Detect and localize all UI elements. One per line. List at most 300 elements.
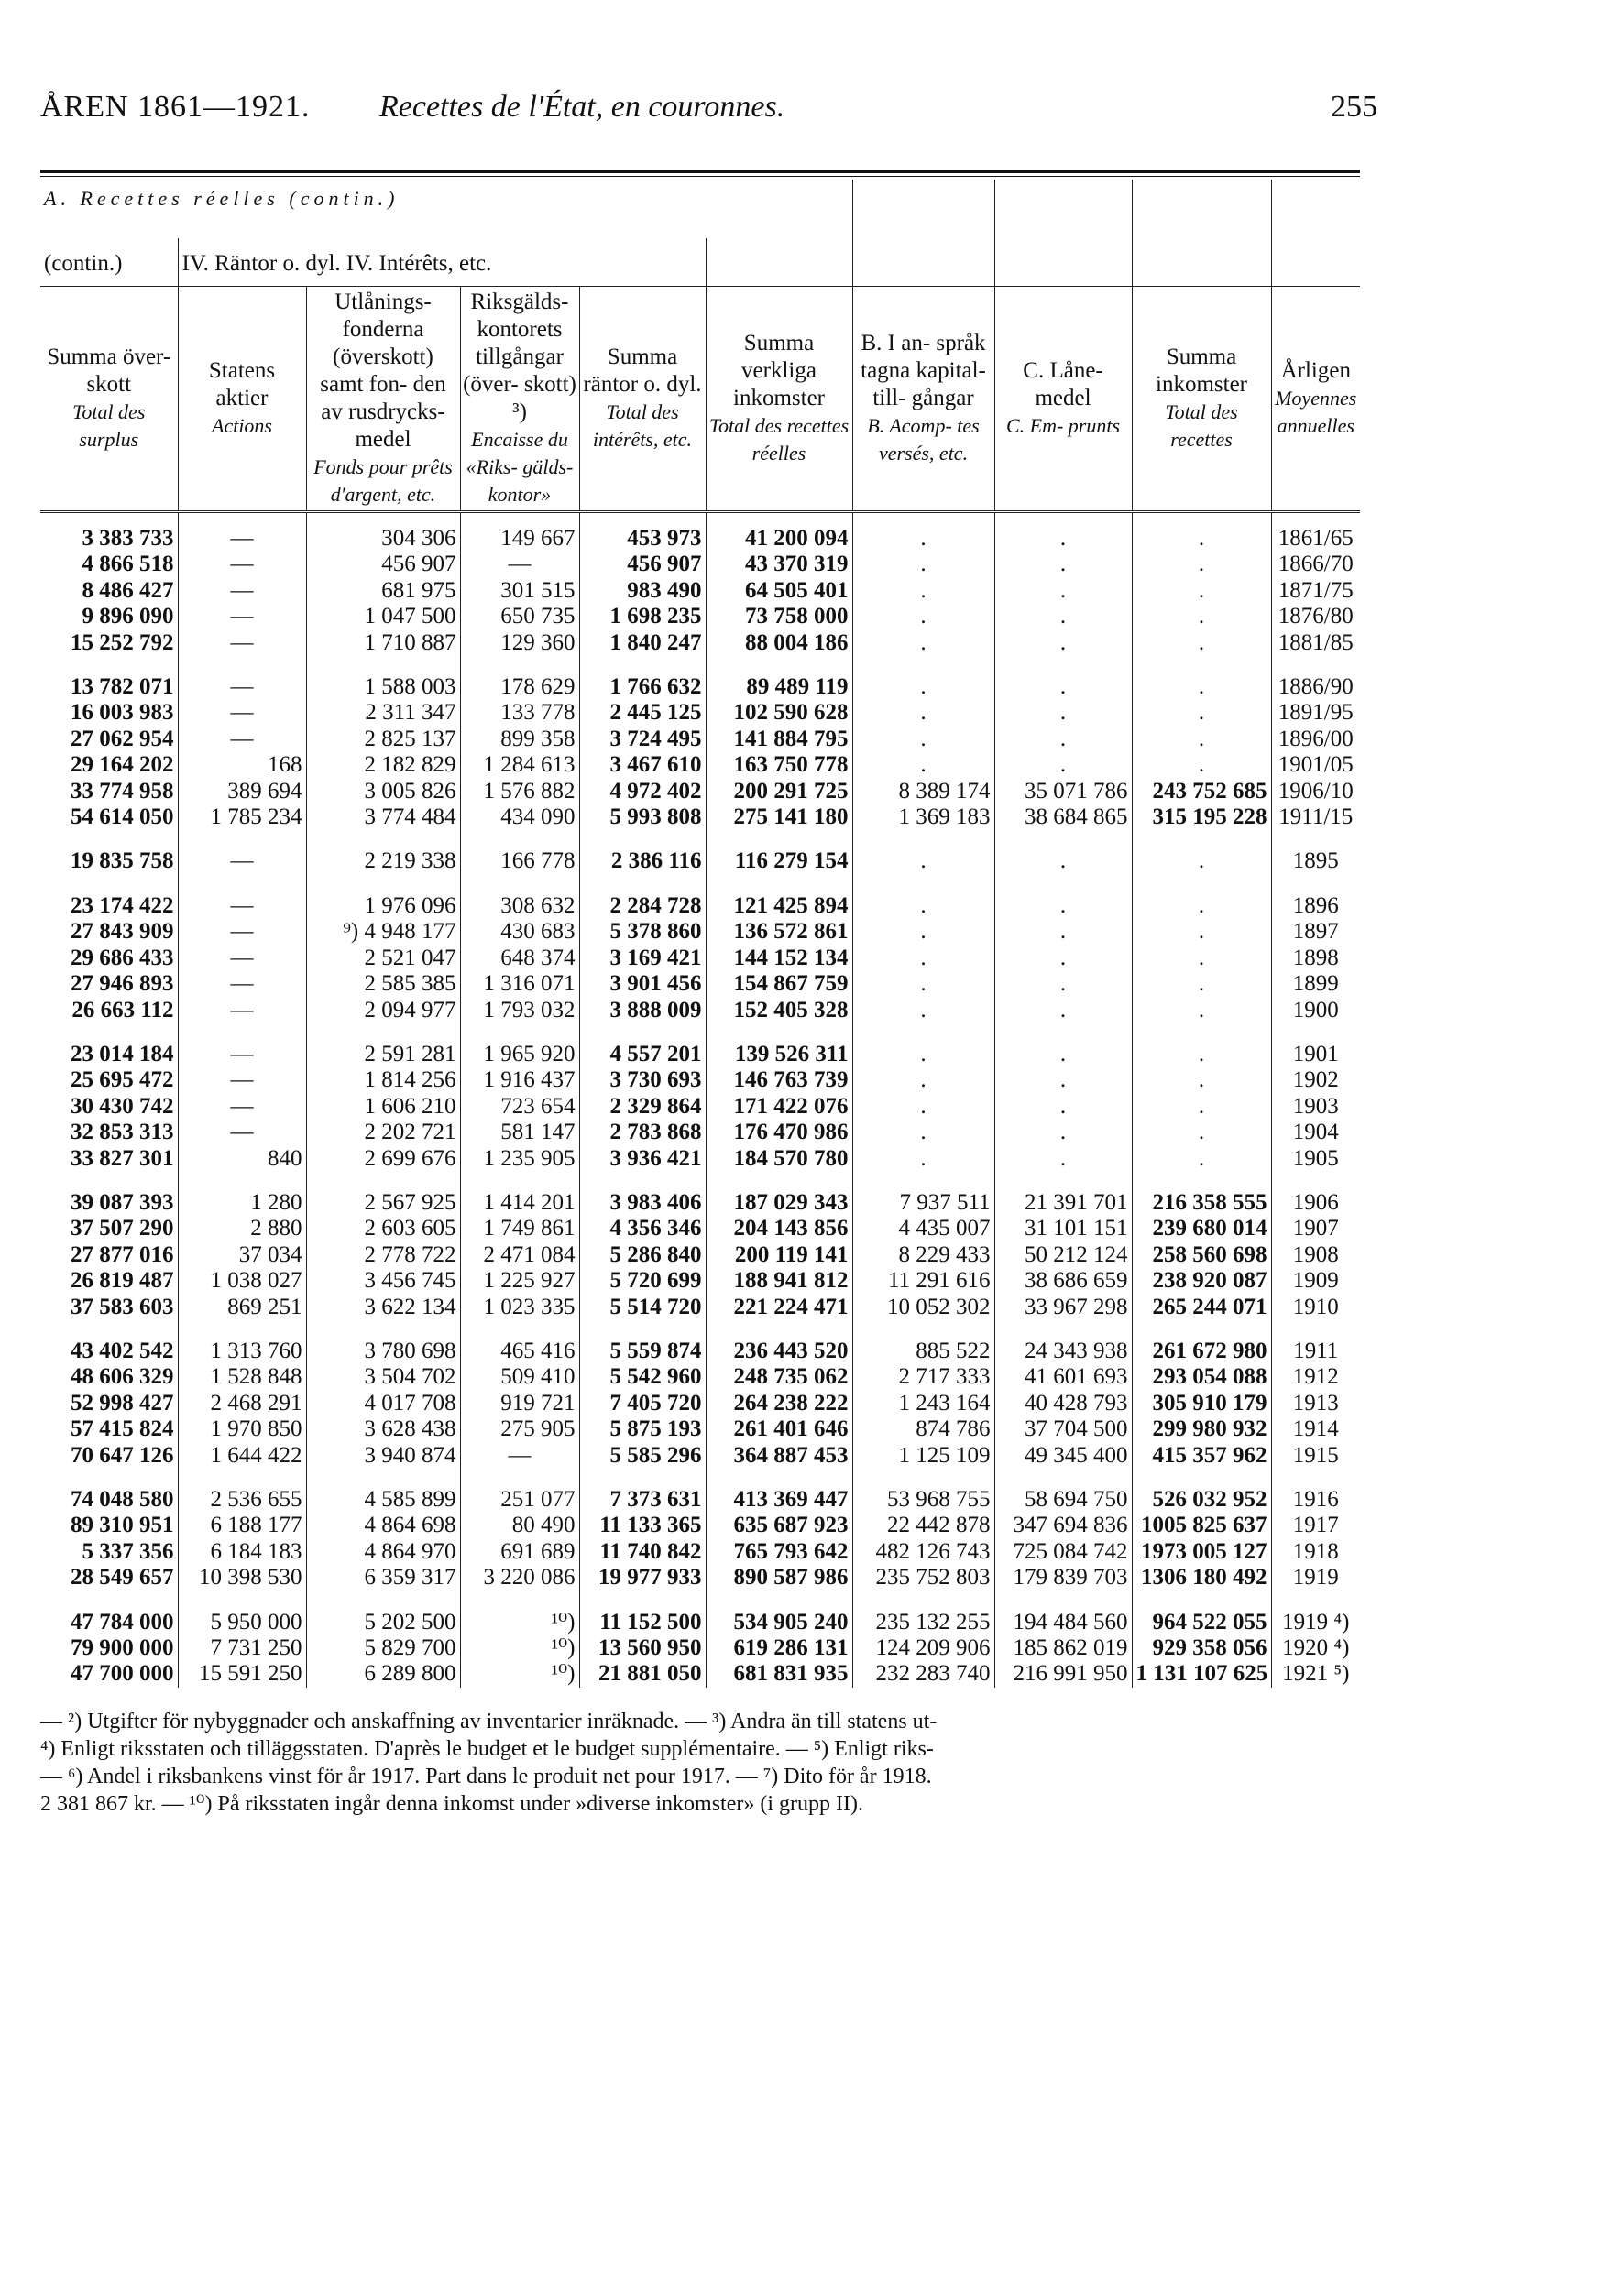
table-cell: — [178,848,306,874]
table-cell: 2 825 137 [306,727,460,752]
table-cell: — [178,700,306,726]
table-cell: 2 468 291 [178,1391,306,1416]
table-cell: 16 003 983 [71,700,174,726]
table-cell: 315 195 228 [1132,804,1271,830]
column-header-fr: Encaisse du «Riks- gälds- kontor» [466,428,574,506]
table-cell: 41 601 693 [994,1364,1132,1390]
table-cell: 840 [178,1146,306,1172]
table-cell: 3 724 495 [579,727,706,752]
column-header [852,287,994,512]
table-cell: 7 373 631 [579,1487,706,1513]
table-cell: . [994,727,1132,752]
table-row [40,1120,1360,1145]
table-cell: 1902 [1271,1067,1360,1093]
table-row [40,998,1360,1023]
table-cell: 1 313 760 [178,1339,306,1364]
table-cell: 347 694 836 [994,1513,1132,1538]
column-header-sv: C. Låne- medel [1023,358,1103,410]
table-cell: — [178,971,306,997]
table-cell: 1896/00 [1271,727,1360,752]
table-cell: — [178,1042,306,1067]
table-cell: 15 252 792 [71,629,174,655]
table-cell: 534 905 240 [706,1610,852,1635]
table-cell: 216 991 950 [994,1661,1132,1687]
table-cell: . [994,1042,1132,1067]
table-cell: 1921 ⁵) [1271,1661,1360,1687]
table-cell: 5 585 296 [579,1443,706,1469]
table-cell: 1896 [1271,893,1360,919]
header-rule-thin [40,176,1360,177]
table-cell: 430 683 [460,919,579,945]
table-cell: 1920 ⁴) [1271,1635,1360,1661]
table-cell: 9 896 090 [82,604,174,629]
table-cell: — [178,727,306,752]
table-cell: 5 337 356 [82,1538,174,1564]
table-cell: 54 614 050 [71,804,174,830]
table-cell: 216 358 555 [1132,1190,1271,1216]
column-header-fr: Moyennes annuelles [1275,387,1357,437]
table-cell: 2 585 385 [306,971,460,997]
table-cell: 2 603 605 [306,1216,460,1241]
table-cell: 121 425 894 [706,893,852,919]
table-cell: 1 606 210 [306,1094,460,1120]
table-cell: 43 370 319 [706,552,852,577]
table-cell: 38 686 659 [994,1268,1132,1294]
table-cell: 1 588 003 [306,674,460,700]
table-cell: — [178,552,306,577]
table-cell: — [178,674,306,700]
column-header-sv: Summa över- skott [47,344,171,397]
table-cell: 1306 180 492 [1132,1565,1271,1591]
table-cell: . [852,971,994,997]
table-cell: . [852,727,994,752]
table-cell: 1 235 905 [460,1146,579,1172]
table-cell: 3 940 874 [306,1443,460,1469]
table-cell: 102 590 628 [706,700,852,726]
table-cell: 1 840 247 [579,630,706,656]
table-cell: . [994,700,1132,726]
table-cell: 6 184 183 [178,1539,306,1565]
table-cell: 188 941 812 [706,1268,852,1294]
table-cell: 3 456 745 [306,1268,460,1294]
column-header-fr: Total des surplus [72,400,146,451]
table-cell: 133 778 [460,700,579,726]
table-cell: 725 084 742 [994,1539,1132,1565]
table-row [40,1295,1360,1320]
table-cell: 5 202 500 [306,1610,460,1635]
table-cell: 1 528 848 [178,1364,306,1390]
table-cell: 308 632 [460,893,579,919]
table-cell: 1876/80 [1271,604,1360,629]
table-cell: 10 398 530 [178,1565,306,1591]
column-header-sv: Summa inkomster [1156,344,1248,397]
table-row [40,1190,1360,1216]
table-cell: 4 864 970 [306,1539,460,1565]
column-header [306,287,460,512]
table-cell: 299 980 932 [1132,1416,1271,1442]
table-cell: 1 785 234 [178,804,306,830]
table-cell: 2 471 084 [460,1242,579,1268]
table-cell: 21 391 701 [994,1190,1132,1216]
table-cell: 57 415 824 [71,1416,174,1442]
table-row [40,1416,1360,1442]
table-cell: 919 721 [460,1391,579,1416]
table-cell: 2 783 868 [579,1120,706,1145]
table-cell: 239 680 014 [1132,1216,1271,1241]
table-cell: 5 993 808 [579,804,706,830]
table-cell: 1 038 027 [178,1268,306,1294]
header-rule [40,170,1360,173]
table-cell: 139 526 311 [706,1042,852,1067]
table-cell: 79 900 000 [71,1635,174,1661]
table-cell: 1900 [1271,998,1360,1023]
table-cell: 3 628 438 [306,1416,460,1442]
table-cell: 2 329 864 [579,1094,706,1120]
table-cell: 3 005 826 [306,779,460,804]
table-cell: 413 369 447 [706,1487,852,1513]
group-label: IV. Räntor o. dyl. IV. Intérêts, etc. [178,238,706,287]
table-cell: . [1132,630,1271,656]
table-cell: 305 910 179 [1132,1391,1271,1416]
table-cell: 364 887 453 [706,1443,852,1469]
table-cell: 2 699 676 [306,1146,460,1172]
group-gap [40,1320,1360,1339]
table-cell: 1 814 256 [306,1067,460,1093]
column-header-fr: C. Em- prunts [1005,414,1121,437]
table-cell: . [1132,998,1271,1023]
column-header-fr: Total des recettes réelles [708,414,850,465]
table-cell: . [852,552,994,577]
table-row [40,1565,1360,1591]
table-cell: 453 973 [579,512,706,552]
table-cell: 1897 [1271,919,1360,945]
table-cell: . [1132,1120,1271,1145]
table-cell: 1907 [1271,1216,1360,1241]
group-gap [40,875,1360,893]
table-cell: 176 470 986 [706,1120,852,1145]
table-row [40,779,1360,804]
table-cell: 6 359 317 [306,1565,460,1591]
table-cell: 4 585 899 [306,1487,460,1513]
table-cell: 2 591 281 [306,1042,460,1067]
table-cell: 70 647 126 [71,1442,174,1468]
table-cell: 258 560 698 [1132,1242,1271,1268]
table-cell: 264 238 222 [706,1391,852,1416]
table-cell: 885 522 [852,1339,994,1364]
table-cell: 1 976 096 [306,893,460,919]
table-cell: — [178,998,306,1023]
table-cell: 33 827 301 [71,1145,174,1171]
table-cell: 23 014 184 [71,1041,174,1066]
column-header-sv: Riksgälds- kontorets tillgångar (över- skott) ³) [463,290,576,424]
table-cell: — [178,630,306,656]
table-cell: 2 311 347 [306,700,460,726]
table-cell: 23 174 422 [71,892,174,918]
table-cell: . [1132,946,1271,971]
table-cell: 465 416 [460,1339,579,1364]
table-cell: 58 694 750 [994,1487,1132,1513]
table-cell: 1 316 071 [460,971,579,997]
table-row [40,674,1360,700]
table-cell: 37 034 [178,1242,306,1268]
table-cell: 43 402 542 [71,1338,174,1363]
table-cell: 88 004 186 [706,630,852,656]
table-cell: . [852,674,994,700]
column-header [1271,287,1360,512]
table-cell: 24 343 938 [994,1339,1132,1364]
table-cell: 1861/65 [1271,512,1360,552]
table-cell: 681 975 [306,578,460,604]
table-cell: 13 782 071 [71,674,174,700]
table-cell: 1911/15 [1271,804,1360,830]
table-cell: 1906 [1271,1190,1360,1216]
table-cell: 8 486 427 [82,577,174,603]
table-cell: 2 717 333 [852,1364,994,1390]
table-cell: 293 054 088 [1132,1364,1271,1390]
table-cell: 25 695 472 [71,1067,174,1093]
table-row [40,1391,1360,1416]
column-header-fr: Total des intérêts, etc. [592,400,693,451]
table-row [40,1067,1360,1093]
table-cell: 5 875 193 [579,1416,706,1442]
table-cell: 1917 [1271,1513,1360,1538]
table-cell: 5 559 874 [579,1339,706,1364]
table-cell: 1909 [1271,1268,1360,1294]
table-cell: . [1132,971,1271,997]
table-cell: 1919 [1271,1565,1360,1591]
table-cell: 1903 [1271,1094,1360,1120]
table-cell: 19 977 933 [579,1565,706,1591]
table-cell: 15 591 250 [178,1661,306,1687]
table-cell: 1 970 850 [178,1416,306,1442]
table-cell: . [994,1094,1132,1120]
table-cell: 50 212 124 [994,1242,1132,1268]
table-cell: 648 374 [460,946,579,971]
table-cell: . [1132,1067,1271,1093]
table-cell: 304 306 [306,512,460,552]
table-body [40,512,1360,1688]
table-cell: 3 888 009 [579,998,706,1023]
table-cell: 1 225 927 [460,1268,579,1294]
table-cell: . [994,674,1132,700]
table-cell: 27 843 909 [71,919,174,945]
table-cell: 200 291 725 [706,779,852,804]
table-cell: . [1132,848,1271,874]
table-cell: 1912 [1271,1364,1360,1390]
table-cell: 4 435 007 [852,1216,994,1241]
table-cell: . [852,946,994,971]
table-cell: 3 383 733 [82,526,174,551]
table-cell: 21 881 050 [579,1661,706,1687]
group-gap [40,1591,1360,1610]
table-cell: 146 763 739 [706,1067,852,1093]
table-cell: ¹⁰) [460,1661,579,1687]
table-cell: 1881/85 [1271,630,1360,656]
table-cell: 194 484 560 [994,1610,1132,1635]
table-cell: 1 916 437 [460,1067,579,1093]
table-cell: 37 507 290 [71,1216,174,1241]
table-cell: 5 829 700 [306,1635,460,1661]
table-cell: . [994,512,1132,552]
table-cell: 929 358 056 [1132,1635,1271,1661]
table-cell: 2 880 [178,1216,306,1241]
table-cell: 235 132 255 [852,1610,994,1635]
table-cell: . [994,1146,1132,1172]
table-cell: 581 147 [460,1120,579,1145]
table-cell: 185 862 019 [994,1635,1132,1661]
table-cell: 1 766 632 [579,674,706,700]
column-header-sv: Summa verkliga inkomster [733,331,825,410]
table-cell: 2 567 925 [306,1190,460,1216]
table-cell: . [852,512,994,552]
table-row [40,512,1360,552]
table-row [40,1487,1360,1513]
table-cell: 80 490 [460,1513,579,1538]
table-cell: 1005 825 637 [1132,1513,1271,1538]
table-cell: . [994,893,1132,919]
table-cell: 40 428 793 [994,1391,1132,1416]
table-cell: 1 793 032 [460,998,579,1023]
table-cell: 7 405 720 [579,1391,706,1416]
table-cell: 1 698 235 [579,604,706,629]
page-number: 255 [1331,90,1377,124]
table-cell: 1 965 920 [460,1042,579,1067]
table-cell: 47 784 000 [71,1609,174,1635]
table-row [40,1610,1360,1635]
table-cell: 7 937 511 [852,1190,994,1216]
table-cell: 3 169 421 [579,946,706,971]
table-cell: — [178,919,306,945]
table-cell: 3 936 421 [579,1146,706,1172]
table-cell: . [994,971,1132,997]
table-cell: 32 853 313 [71,1120,174,1145]
table-cell: 482 126 743 [852,1539,994,1565]
table-row [40,1635,1360,1661]
table-row [40,630,1360,656]
table-row [40,1443,1360,1469]
table-row [40,1242,1360,1268]
table-cell: 235 752 803 [852,1565,994,1591]
table-cell: 4 356 346 [579,1216,706,1241]
table-cell: . [852,1146,994,1172]
table-cell: 8 229 433 [852,1242,994,1268]
table-cell: 301 515 [460,578,579,604]
column-header-sv: B. I an- språk tagna kapital- till- gångar [861,331,986,410]
table-cell: . [852,848,994,874]
table-cell: 1915 [1271,1443,1360,1469]
table-cell: 635 687 923 [706,1513,852,1538]
table-cell: 1916 [1271,1487,1360,1513]
table-cell: 204 143 856 [706,1216,852,1241]
header-years: ÅREN 1861—1921. [40,90,311,124]
table-cell: 27 062 954 [71,726,174,751]
table-cell: 1886/90 [1271,674,1360,700]
table-cell: 7 731 250 [178,1635,306,1661]
revenue-table-grid [40,180,1360,1688]
column-header-sv: Utlånings- fonderna (överskott) samt fon- den av rusdrycks- medel [320,290,446,452]
table-cell: . [852,752,994,778]
table-cell: 415 357 962 [1132,1443,1271,1469]
table-cell: 5 514 720 [579,1295,706,1320]
group-gap [40,1469,1360,1487]
table-cell: — [460,552,579,577]
table-cell: . [1132,700,1271,726]
table-row [40,752,1360,778]
table-cell: 1 125 109 [852,1443,994,1469]
group-gap [40,830,1360,848]
table-row [40,1216,1360,1241]
table-cell: 434 090 [460,804,579,830]
table-cell: . [852,1094,994,1120]
table-cell: 187 029 343 [706,1190,852,1216]
table-cell: 251 077 [460,1487,579,1513]
table-cell: 35 071 786 [994,779,1132,804]
table-cell: 681 831 935 [706,1661,852,1687]
table-cell: . [994,578,1132,604]
table-cell: . [994,552,1132,577]
table-cell: . [852,919,994,945]
table-cell: 874 786 [852,1416,994,1442]
table-cell: 1914 [1271,1416,1360,1442]
table-cell: 33 774 958 [71,778,174,804]
table-cell: 152 405 328 [706,998,852,1023]
table-cell: . [852,998,994,1023]
table-cell: 1 644 422 [178,1443,306,1469]
table-cell: 1895 [1271,848,1360,874]
table-cell: 29 164 202 [71,752,174,778]
table-cell: 1 280 [178,1190,306,1216]
footnote-line: — ⁶) Andel i riksbankens vinst för år 1917. Part dans le produit net pour 1917. — ⁷) Dito för år 1918. [40,1765,932,1788]
table-cell: 168 [178,752,306,778]
column-header-fr: B. Acomp- tes versés, etc. [867,414,980,465]
table-cell: 64 505 401 [706,578,852,604]
table-cell: 1 710 887 [306,630,460,656]
table-cell: 1898 [1271,946,1360,971]
table-cell: — [178,1120,306,1145]
table-row [40,1094,1360,1120]
table-cell: — [178,893,306,919]
table-cell: 89 310 951 [71,1513,174,1538]
table-cell: 26 819 487 [71,1268,174,1294]
table-cell: 1 284 613 [460,752,579,778]
table-row [40,604,1360,629]
table-cell: . [994,998,1132,1023]
table-cell: 11 740 842 [579,1539,706,1565]
table-cell: 964 522 055 [1132,1610,1271,1635]
table-cell: 8 389 174 [852,779,994,804]
table-cell: 3 901 456 [579,971,706,997]
table-cell: 1913 [1271,1391,1360,1416]
table-row [40,1339,1360,1364]
table-cell: 5 542 960 [579,1364,706,1390]
column-header [178,287,306,512]
table-cell: 124 209 906 [852,1635,994,1661]
column-header [40,287,178,512]
table-row [40,1539,1360,1565]
table-cell: 1918 [1271,1539,1360,1565]
table-cell: 983 490 [579,578,706,604]
table-cell: 275 141 180 [706,804,852,830]
table-row [40,727,1360,752]
header-title: Recettes de l'État, en couronnes. [379,90,785,124]
table-cell: 275 905 [460,1416,579,1442]
table-cell: 1 414 201 [460,1190,579,1216]
table-cell: . [994,752,1132,778]
table-cell: 1910 [1271,1295,1360,1320]
table-cell: 765 793 642 [706,1539,852,1565]
footnote-line: ⁴) Enligt riksstaten och tilläggsstaten. D'après le budget et le budget supplémentaire. — ⁵) Enligt riks- [40,1737,934,1761]
column-header-sv: Statens aktier [208,358,276,410]
